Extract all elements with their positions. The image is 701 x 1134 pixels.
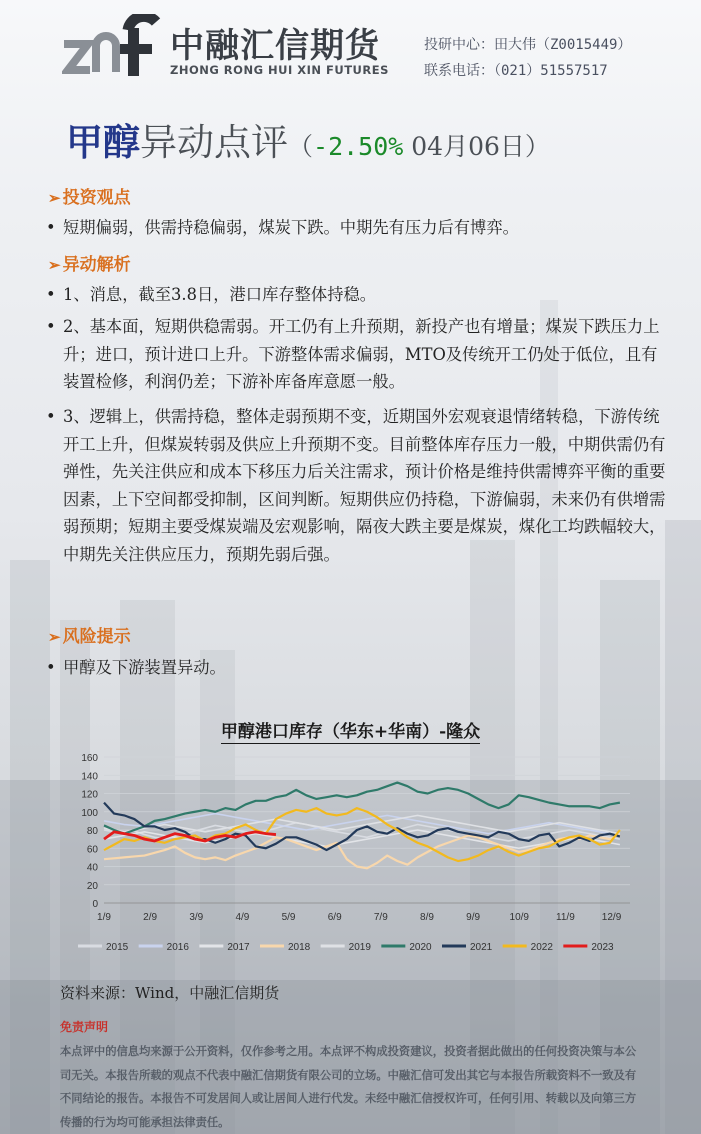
legend-label: 2015 [106,942,129,953]
legend-label: 2020 [409,942,432,953]
y-tick-label: 140 [81,771,98,783]
y-tick-label: 120 [81,789,98,801]
bullet-icon: • [46,407,56,426]
list-item: • 2、基本面，短期供稳需弱。开工仍有上升预期，新投产也有增量；煤炭下跌压力上升；进口，预计进口上升。下游整体需求偏弱，MTO及传统开工仍处于低位，且有装置检修，利润仍差；下游补库备库意愿一般。 [46,313,671,396]
y-tick-label: 160 [81,753,98,764]
company-name-en: ZHONG RONG HUI XIN FUTURES [170,63,389,77]
y-tick-label: 0 [92,899,98,910]
x-tick-label: 10/9 [509,912,529,923]
y-tick-label: 100 [81,807,98,819]
arrow-icon: ➢ [48,256,61,274]
chart-title: 甲醇港口库存（华东+华南）-隆众 [220,722,481,742]
phone-line: 联系电话：（021）51557517 [424,63,608,79]
title-product: 甲醇 [66,120,140,164]
bullet-icon: • [46,658,56,677]
y-tick-label: 20 [86,880,98,892]
list-item: • 甲醇及下游装置异动。 [46,654,671,682]
legend-label: 2016 [166,942,189,953]
analyst-line: 投研中心：田大伟（Z0015449） [424,37,632,53]
company-logo-icon [62,14,162,80]
company-name-cn: 中融汇信期货 [170,26,380,66]
bullet-icon: • [46,317,56,336]
x-tick-label: 11/9 [556,912,575,923]
x-tick-label: 3/9 [189,912,204,923]
title-open-paren: （ [288,132,314,161]
y-tick-label: 40 [86,862,98,874]
section-heading-view: ➢ 投资观点 [48,188,131,208]
source-line: 资料来源：Wind，中融汇信期货 [60,984,280,1002]
x-tick-label: 4/9 [235,912,250,923]
x-tick-label: 9/9 [466,912,481,923]
legend-label: 2019 [348,942,371,953]
x-tick-label: 5/9 [281,912,296,923]
x-tick-label: 6/9 [327,912,342,923]
x-tick-label: 1/9 [97,912,111,923]
legend-label: 2022 [530,942,553,953]
legend-label: 2023 [591,942,614,953]
list-item: • 1、消息，截至3.8日，港口库存整体持稳。 [46,281,671,309]
series-line-2016 [104,814,620,836]
x-tick-label: 8/9 [420,912,434,923]
x-tick-label: 2/9 [143,912,158,923]
section-heading-analysis: ➢ 异动解析 [48,255,131,275]
section-heading-risk: ➢ 风险提示 [48,627,131,647]
y-tick-label: 60 [86,844,98,856]
report-title [66,112,550,166]
title-change: -2.50% [313,132,404,161]
x-tick-label: 12/9 [601,912,622,923]
legend-label: 2021 [470,942,493,953]
disclaimer-title: 免责声明 [60,1020,109,1034]
bullet-icon: • [46,218,56,237]
list-item: • 短期偏弱，供需持稳偏弱，煤炭下跌。中期先有压力后有博弈。 [46,214,671,242]
title-kind: 异动点评 [140,121,288,164]
bullet-icon: • [46,285,56,304]
legend-label: 2018 [288,942,311,953]
y-tick-label: 80 [86,826,98,837]
arrow-icon: ➢ [48,189,61,207]
disclaimer-body: 本点评中的信息均来源于公开资料，仅作参考之用。本点评不构成投资建议，投资者据此做出的任何投资决策与本公司无关。本报告所载的观点不代表中融汇信期货有限公司的立场。中融汇信可发出其它与本报告所载资料不一致及有不同结论的报告。本报告不可发居间人或让居间人进行代发。未经中融汇信授权许可，任何引用、转载以及向第三方传播的行为均可能承担法律责任。 [60,1045,637,1129]
x-tick-label: 7/9 [373,912,388,923]
inventory-line-chart [70,745,670,965]
legend-label: 2017 [227,942,250,953]
arrow-icon: ➢ [48,628,61,646]
list-item: • 3、逻辑上，供需持稳，整体走弱预期不变，近期国外宏观衰退情绪转稳，下游传统开工上升，但煤炭转弱及供应上升预期不变。目前整体库存压力一般，中期供需仍有弹性，先关注供应和成本下移压力后关注需求，预计价格是维持供需博弈平衡的重要因素，上下空间都受抑制，区间判断。短期供应仍持稳，下游偏弱，未来仍有供增需弱预期；短期主要受煤炭端及宏观影响，隔夜大跌主要是煤炭，煤化工均跌幅较大，中期先关注供应压力，预期先弱后强。 [46,403,671,569]
title-date: 04月06日） [403,132,550,161]
